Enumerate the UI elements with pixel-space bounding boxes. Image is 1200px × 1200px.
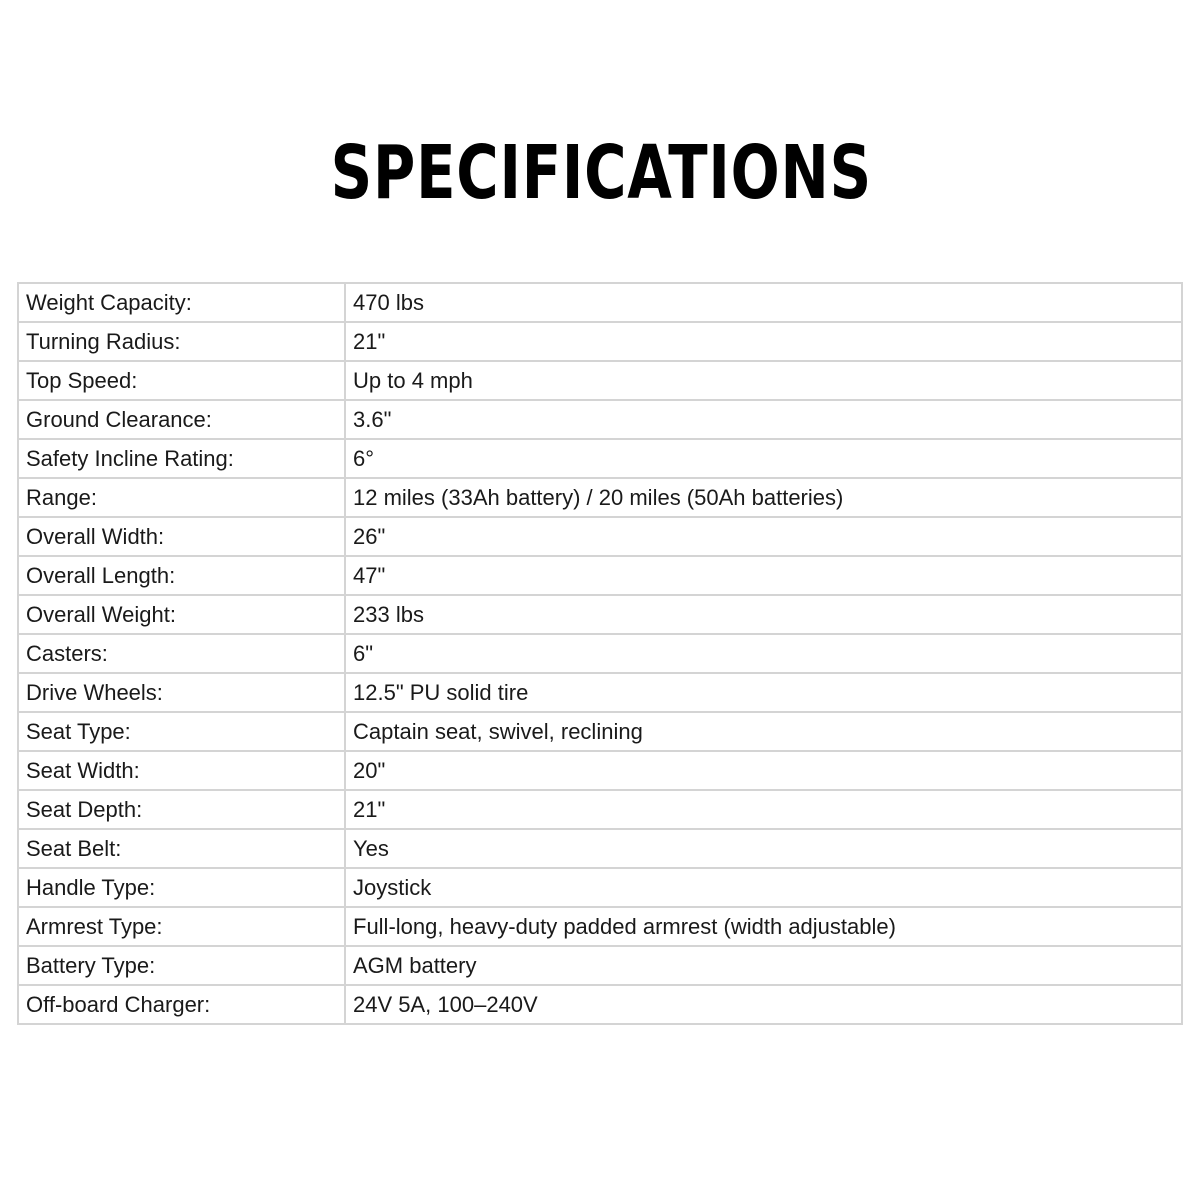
spec-value: Up to 4 mph [345, 361, 1182, 400]
spec-label: Range: [18, 478, 345, 517]
spec-label: Seat Type: [18, 712, 345, 751]
spec-label: Battery Type: [18, 946, 345, 985]
table-row [18, 985, 1182, 1024]
spec-label: Overall Width: [18, 517, 345, 556]
table-row [18, 439, 1182, 478]
spec-label: Turning Radius: [18, 322, 345, 361]
page-title: SPECIFICATIONS [330, 130, 872, 216]
specifications-table-body [18, 283, 1182, 1024]
spec-label: Seat Width: [18, 751, 345, 790]
spec-label: Off-board Charger: [18, 985, 345, 1024]
spec-value: 26" [345, 517, 1182, 556]
spec-label: Overall Length: [18, 556, 345, 595]
table-row [18, 517, 1182, 556]
spec-label: Top Speed: [18, 361, 345, 400]
table-row [18, 946, 1182, 985]
table-row [18, 361, 1182, 400]
spec-label: Weight Capacity: [18, 283, 345, 322]
table-row [18, 868, 1182, 907]
table-row [18, 634, 1182, 673]
table-row [18, 283, 1182, 322]
spec-value: Full-long, heavy-duty padded armrest (width adjustable) [345, 907, 1182, 946]
spec-value: 21" [345, 322, 1182, 361]
spec-value: AGM battery [345, 946, 1182, 985]
spec-label: Seat Belt: [18, 829, 345, 868]
table-row [18, 478, 1182, 517]
spec-value: 3.6" [345, 400, 1182, 439]
table-row [18, 556, 1182, 595]
spec-value: 47" [345, 556, 1182, 595]
spec-label: Safety Incline Rating: [18, 439, 345, 478]
spec-value: 6° [345, 439, 1182, 478]
table-row [18, 322, 1182, 361]
spec-label: Drive Wheels: [18, 673, 345, 712]
spec-label: Armrest Type: [18, 907, 345, 946]
spec-value: 24V 5A, 100–240V [345, 985, 1182, 1024]
spec-value: 21" [345, 790, 1182, 829]
spec-value: 12 miles (33Ah battery) / 20 miles (50Ah batteries) [345, 478, 1182, 517]
table-row [18, 907, 1182, 946]
table-row [18, 400, 1182, 439]
spec-label: Overall Weight: [18, 595, 345, 634]
table-row [18, 751, 1182, 790]
spec-value: Yes [345, 829, 1182, 868]
table-row [18, 595, 1182, 634]
spec-label: Casters: [18, 634, 345, 673]
spec-label: Seat Depth: [18, 790, 345, 829]
specifications-table [17, 282, 1183, 1025]
spec-value: 233 lbs [345, 595, 1182, 634]
table-row [18, 790, 1182, 829]
spec-value: 470 lbs [345, 283, 1182, 322]
spec-value: 6" [345, 634, 1182, 673]
spec-value: Captain seat, swivel, reclining [345, 712, 1182, 751]
spec-label: Handle Type: [18, 868, 345, 907]
table-row [18, 673, 1182, 712]
spec-value: 12.5" PU solid tire [345, 673, 1182, 712]
spec-value: 20" [345, 751, 1182, 790]
spec-value: Joystick [345, 868, 1182, 907]
spec-label: Ground Clearance: [18, 400, 345, 439]
table-row [18, 829, 1182, 868]
table-row [18, 712, 1182, 751]
